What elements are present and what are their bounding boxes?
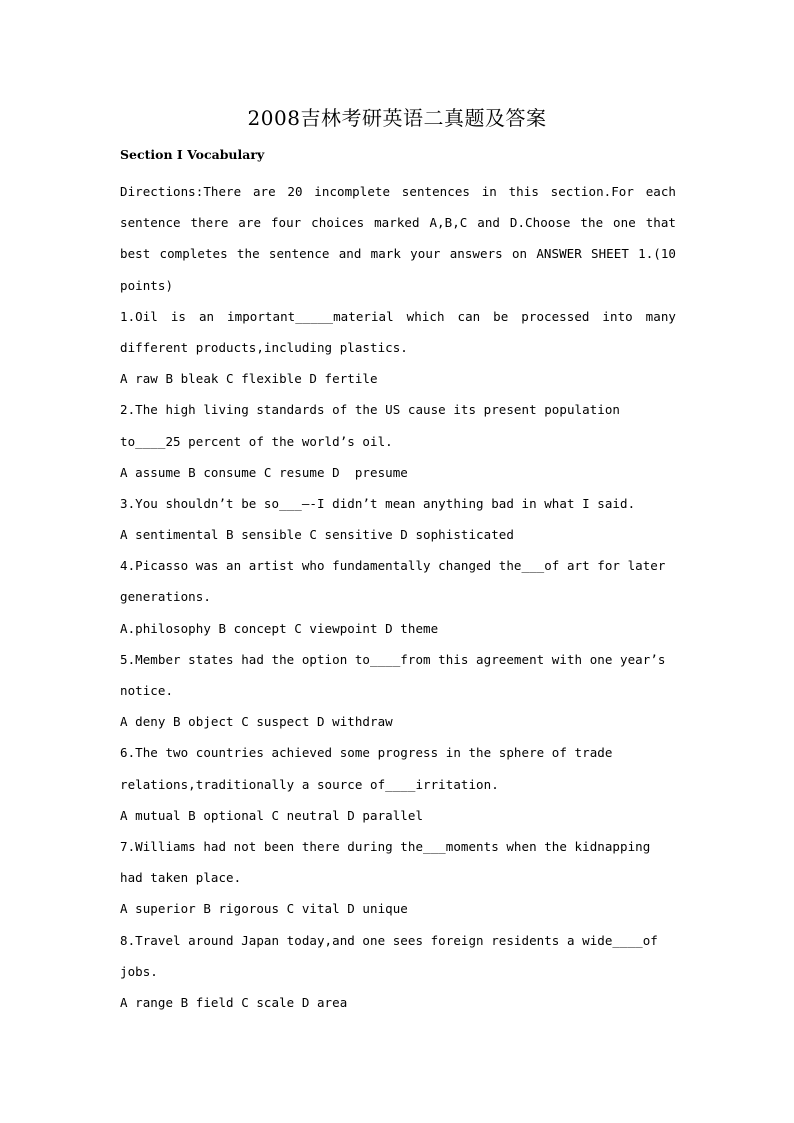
question-stem-line: notice. — [120, 683, 174, 698]
question-stem-line: 7.Williams had not been there during the___moments when the kidnapping — [120, 838, 651, 854]
question-stem-line: generations. — [120, 589, 211, 605]
question-stem-line: 6.The two countries achieved some progress in the sphere of trade — [120, 745, 613, 761]
question-stem-line: to____25 percent of the world’s oil. — [120, 433, 393, 449]
question-stem-line: had taken place. — [120, 870, 242, 886]
question-stem-line: relations,traditionally a source of____irritation. — [120, 776, 499, 792]
question-stem-line: 5.Member states had the option to____from this agreement with one year’s — [120, 651, 666, 667]
question-stem-line: 4.Picasso was an artist who fundamentally changed the___of art for later — [120, 558, 666, 574]
directions-line: best completes the sentence and mark your answers on ANSWER SHEET 1.(10 — [120, 246, 676, 262]
directions-line: Directions:There are 20 incomplete sentences in this section.For each — [120, 184, 676, 199]
document-body — [120, 176, 676, 1018]
question-options: A raw B bleak C flexible D fertile — [120, 371, 378, 387]
question-options: A range B field C scale D area — [120, 994, 348, 1010]
page-title: 2008吉林考研英语二真题及答案 — [247, 106, 547, 130]
section-heading: Section I Vocabulary — [120, 147, 265, 162]
question-options: A mutual B optional C neutral D parallel — [120, 807, 424, 823]
question-stem-line: 1.Oil is an important_____material which can be processed into many — [120, 308, 676, 324]
question-options: A deny B object C suspect D withdraw — [120, 714, 393, 730]
question-stem-line: jobs. — [120, 963, 158, 979]
question-options: A assume B consume C resume D presume — [120, 464, 408, 480]
question-stem-line: different products,including plastics. — [120, 339, 408, 355]
directions-line: points) — [120, 277, 174, 293]
question-options: A sentimental B sensible C sensitive D sophisticated — [120, 527, 514, 543]
directions-line: sentence there are four choices marked A,B,C and D.Choose the one that — [120, 215, 676, 231]
question-stem-line: 3.You shouldn’t be so___—-I didn’t mean anything bad in what I said. — [120, 495, 636, 511]
question-options: A superior B rigorous C vital D unique — [120, 901, 408, 917]
question-stem-line: 8.Travel around Japan today,and one sees foreign residents a wide____of — [120, 932, 658, 948]
question-stem-line: 2.The high living standards of the US cause its present population — [120, 402, 620, 418]
question-options: A.philosophy B concept C viewpoint D theme — [120, 620, 439, 636]
